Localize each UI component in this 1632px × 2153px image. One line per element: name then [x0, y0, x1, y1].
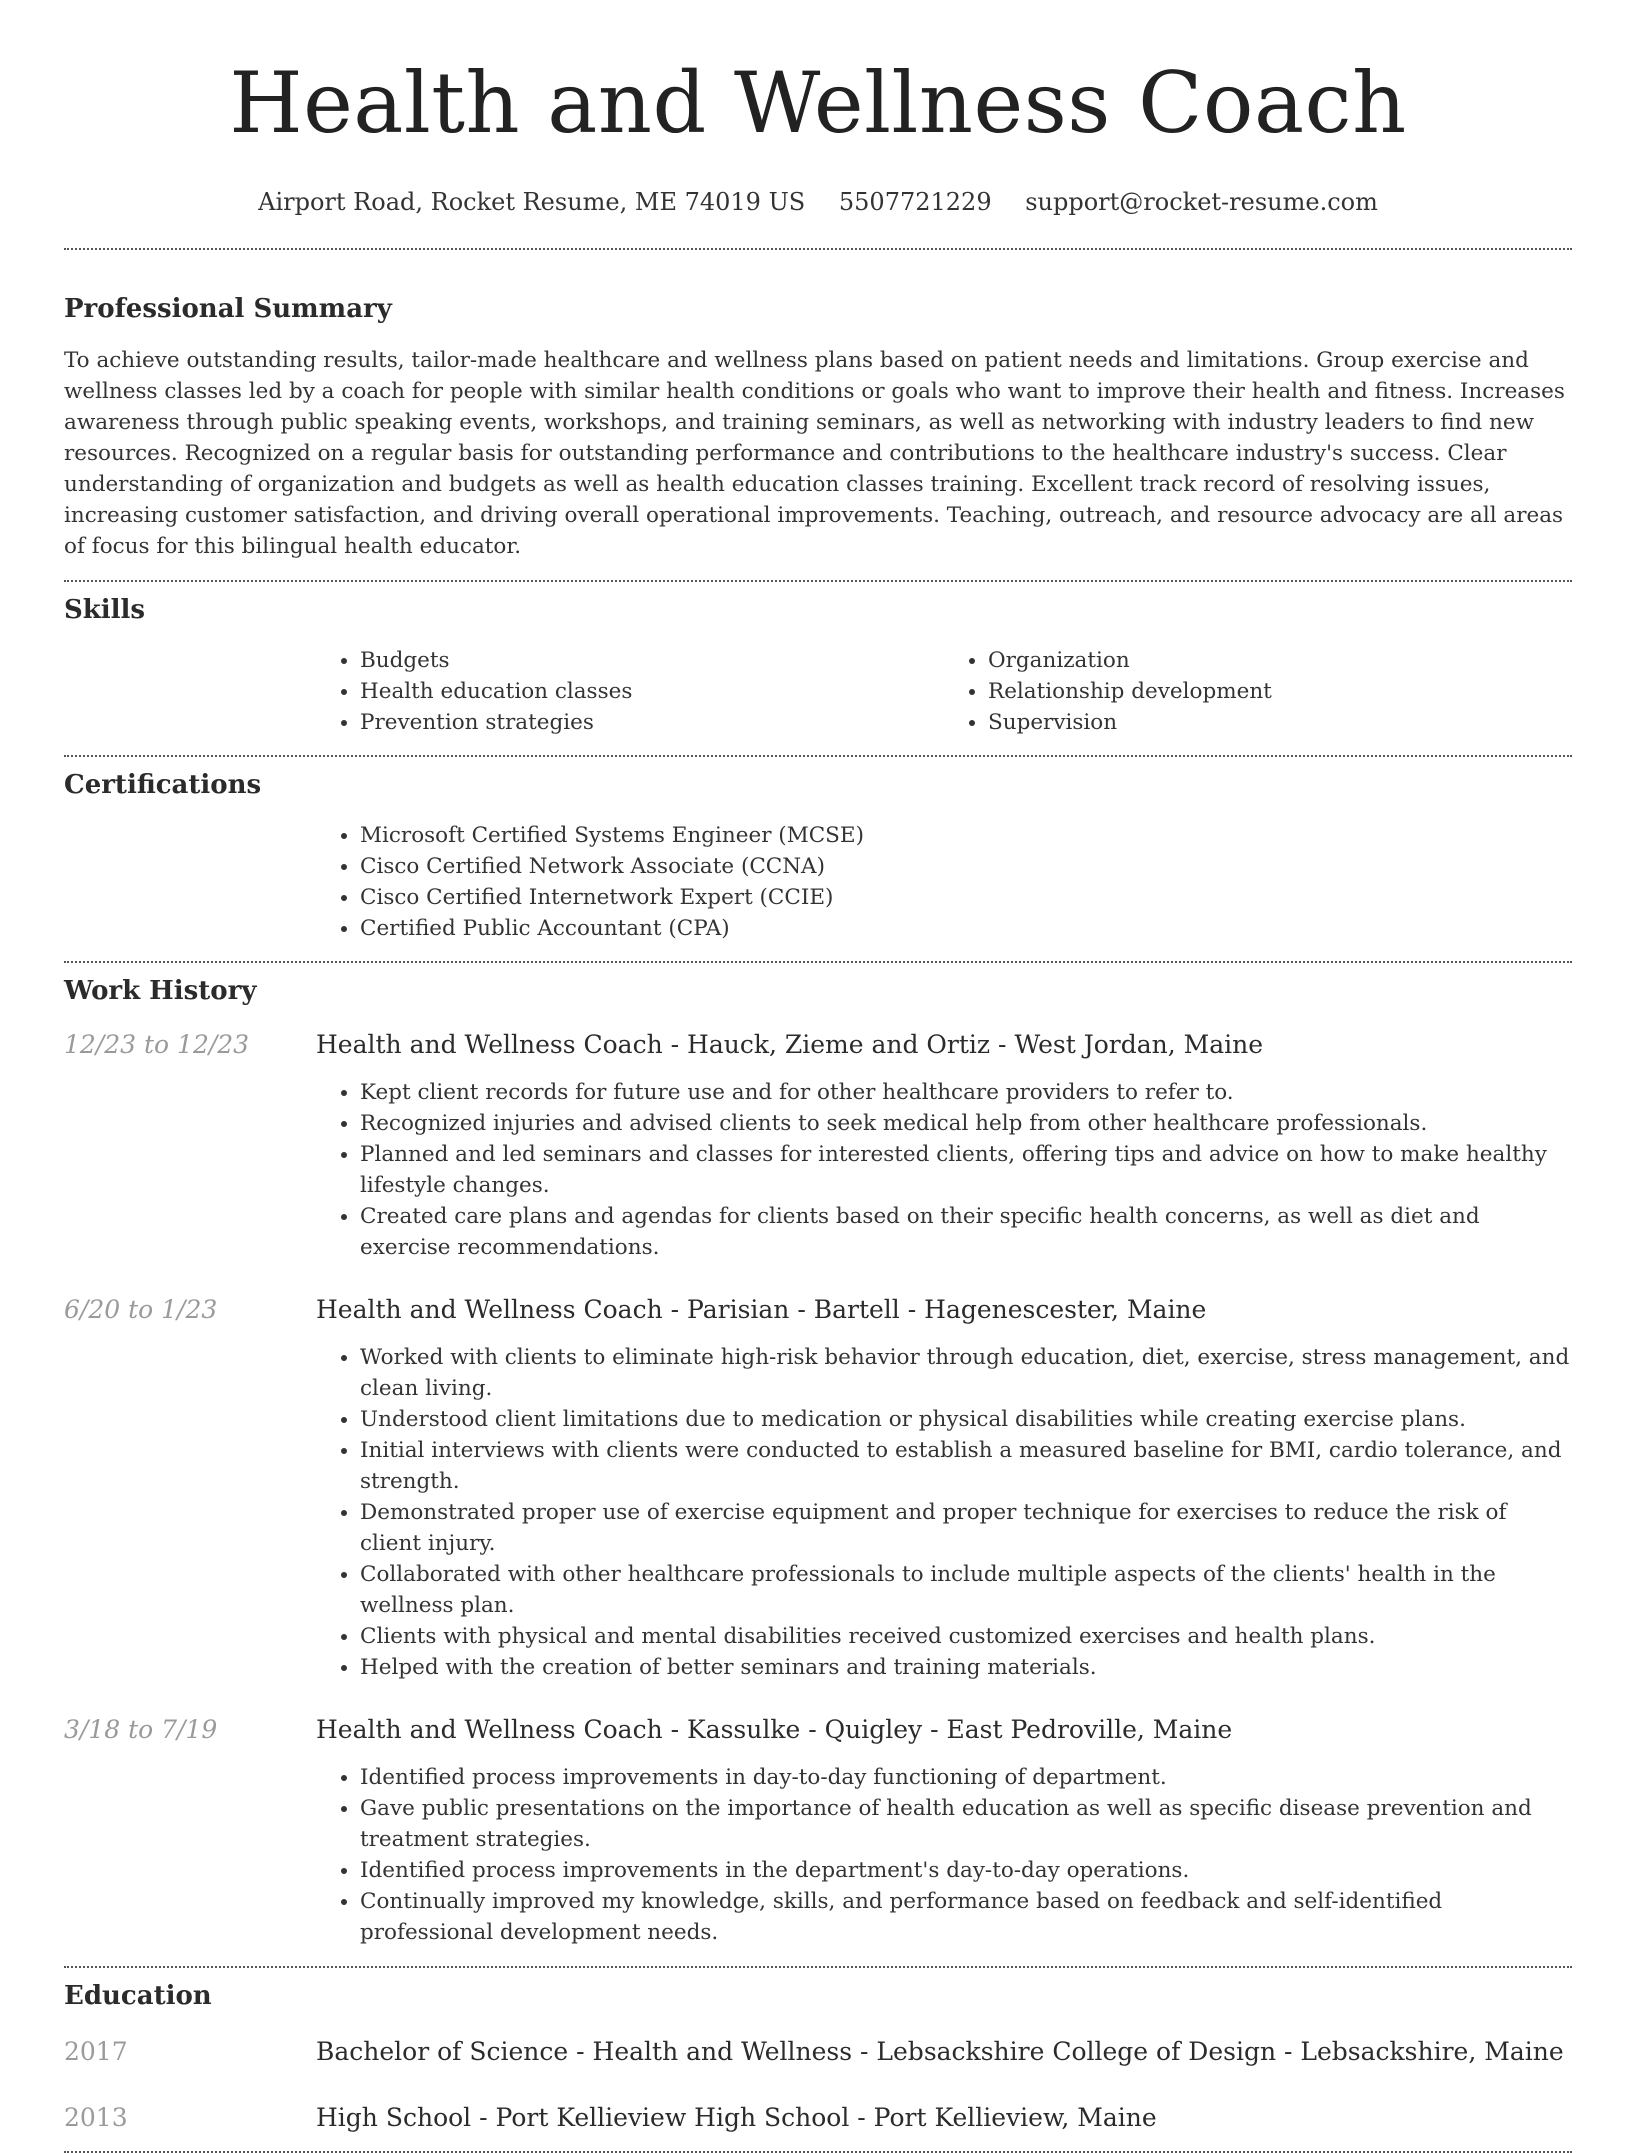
job-bullet: • Recognized injuries and advised clients to seek medical help from other healthcare professionals.: [360, 1108, 1572, 1139]
skill-item: • Prevention strategies: [360, 707, 944, 738]
education-year: 2017: [64, 2037, 128, 2066]
certifications-title: Certifications: [64, 770, 262, 800]
job-dates: 6/20 to 1/23: [64, 1295, 218, 1324]
skill-item: • Relationship development: [988, 676, 1572, 707]
job-title: Health and Wellness Coach - Hauck, Zieme and Ortiz - West Jordan, Maine: [316, 1030, 1264, 1059]
skills-section: [64, 593, 1572, 738]
job-bullet: • Clients with physical and mental disabilities received customized exercises and health plans.: [360, 1621, 1572, 1652]
job-bullet: • Initial interviews with clients were conducted to establish a measured baseline for BMI, cardio tolerance, and strength.: [360, 1435, 1572, 1497]
skills-list-right: [944, 645, 1572, 738]
skills-columns: [316, 645, 1572, 738]
job-bullet: • Helped with the creation of better seminars and training materials.: [360, 1652, 1572, 1683]
job-header: [64, 1713, 1572, 1747]
education-degree: High School - Port Kellieview High School - Port Kellieview, Maine: [316, 2103, 1157, 2132]
contact-phone: 5507721229: [838, 188, 992, 216]
summary-title: Professional Summary: [64, 294, 392, 324]
resume-name: Health and Wellness Coach: [229, 54, 1407, 152]
job-entry: [64, 1293, 1572, 1683]
job-bullet: • Identified process improvements in the department's day-to-day operations.: [360, 1855, 1572, 1886]
divider: [64, 755, 1572, 757]
skills-title: Skills: [64, 595, 146, 625]
job-header: [64, 1293, 1572, 1327]
job-bullet: • Demonstrated proper use of exercise equipment and proper technique for exercises to reduce the risk of client injury.: [360, 1497, 1572, 1559]
job-bullet: • Kept client records for future use and for other healthcare providers to refer to.: [360, 1077, 1572, 1108]
job-bullet: • Planned and led seminars and classes for interested clients, offering tips and advice on how to make healthy lifestyle changes.: [360, 1139, 1572, 1201]
divider: [64, 1966, 1572, 1968]
contact-line: [64, 186, 1572, 218]
certification-item: • Certified Public Accountant (CPA): [360, 913, 1572, 944]
job-entry: [64, 1028, 1572, 1263]
job-bullet: • Continually improved my knowledge, skills, and performance based on feedback and self-identified professional development needs.: [360, 1886, 1572, 1948]
divider: [64, 580, 1572, 582]
education-title: Education: [64, 1981, 212, 2011]
summary-text: To achieve outstanding results, tailor-made healthcare and wellness plans based on patient needs and limitations. Group exercise and wellness classes led by a coach for people with similar health conditions or goals who want to improve their health and fitness. Increases awareness through public speaking events, workshops, and training seminars, as well as networking with industry leaders to find new resources. Recognized on a regular basis for outstanding performance and contributions to the healthcare industry's success. Clear understanding of organization and budgets as well as health education classes training. Excellent track record of resolving issues, increasing customer satisfaction, and driving overall operational improvements. Teaching, outreach, and resource advocacy are all areas of focus for this bilingual health educator.: [64, 348, 1565, 559]
job-bullet: • Gave public presentations on the importance of health education as well as specific disease prevention and treatment strategies.: [360, 1793, 1572, 1855]
skills-list-left: [316, 645, 944, 738]
job-bullet: • Understood client limitations due to medication or physical disabilities while creating exercise plans.: [360, 1404, 1572, 1435]
job-title: Health and Wellness Coach - Parisian - Bartell - Hagenescester, Maine: [316, 1295, 1207, 1324]
job-bullet: • Collaborated with other healthcare professionals to include multiple aspects of the clients' health in the wellness plan.: [360, 1559, 1572, 1621]
education-entry: [64, 2101, 1572, 2135]
certifications-section: [64, 768, 1572, 944]
job-bullets: [316, 1762, 1572, 1948]
certification-item: • Microsoft Certified Systems Engineer (MCSE): [360, 820, 1572, 851]
job-dates: 12/23 to 12/23: [64, 1030, 250, 1059]
certification-item: • Cisco Certified Network Associate (CCNA): [360, 851, 1572, 882]
skill-item: • Supervision: [988, 707, 1572, 738]
certifications-list: [316, 820, 1572, 944]
job-bullet: • Worked with clients to eliminate high-risk behavior through education, diet, exercise, stress management, and clean living.: [360, 1342, 1572, 1404]
job-bullets: [316, 1342, 1572, 1683]
job-entry: [64, 1713, 1572, 1948]
job-bullets: [316, 1077, 1572, 1263]
education-entry: [64, 2035, 1572, 2069]
certification-item: • Cisco Certified Internetwork Expert (CCIE): [360, 882, 1572, 913]
job-title: Health and Wellness Coach - Kassulke - Quigley - East Pedroville, Maine: [316, 1715, 1233, 1744]
summary-section: [64, 292, 1572, 562]
divider: [64, 961, 1572, 963]
job-bullet: • Created care plans and agendas for clients based on their specific health concerns, as well as diet and exercise recommendations.: [360, 1201, 1572, 1263]
education-degree: Bachelor of Science - Health and Wellness - Lebsackshire College of Design - Lebsackshire, Maine: [316, 2037, 1564, 2066]
job-bullet: • Identified process improvements in day-to-day functioning of department.: [360, 1762, 1572, 1793]
job-header: [64, 1028, 1572, 1062]
work-history-title: Work History: [64, 976, 257, 1006]
contact-email: support@rocket-resume.com: [1025, 188, 1378, 216]
job-dates: 3/18 to 7/19: [64, 1715, 218, 1744]
skill-item: • Budgets: [360, 645, 944, 676]
skill-item: • Health education classes: [360, 676, 944, 707]
education-year: 2013: [64, 2103, 128, 2132]
work-history-section: [64, 974, 1572, 1948]
skill-item: • Organization: [988, 645, 1572, 676]
divider: [64, 248, 1572, 250]
contact-address: Airport Road, Rocket Resume, ME 74019 US: [258, 188, 806, 216]
